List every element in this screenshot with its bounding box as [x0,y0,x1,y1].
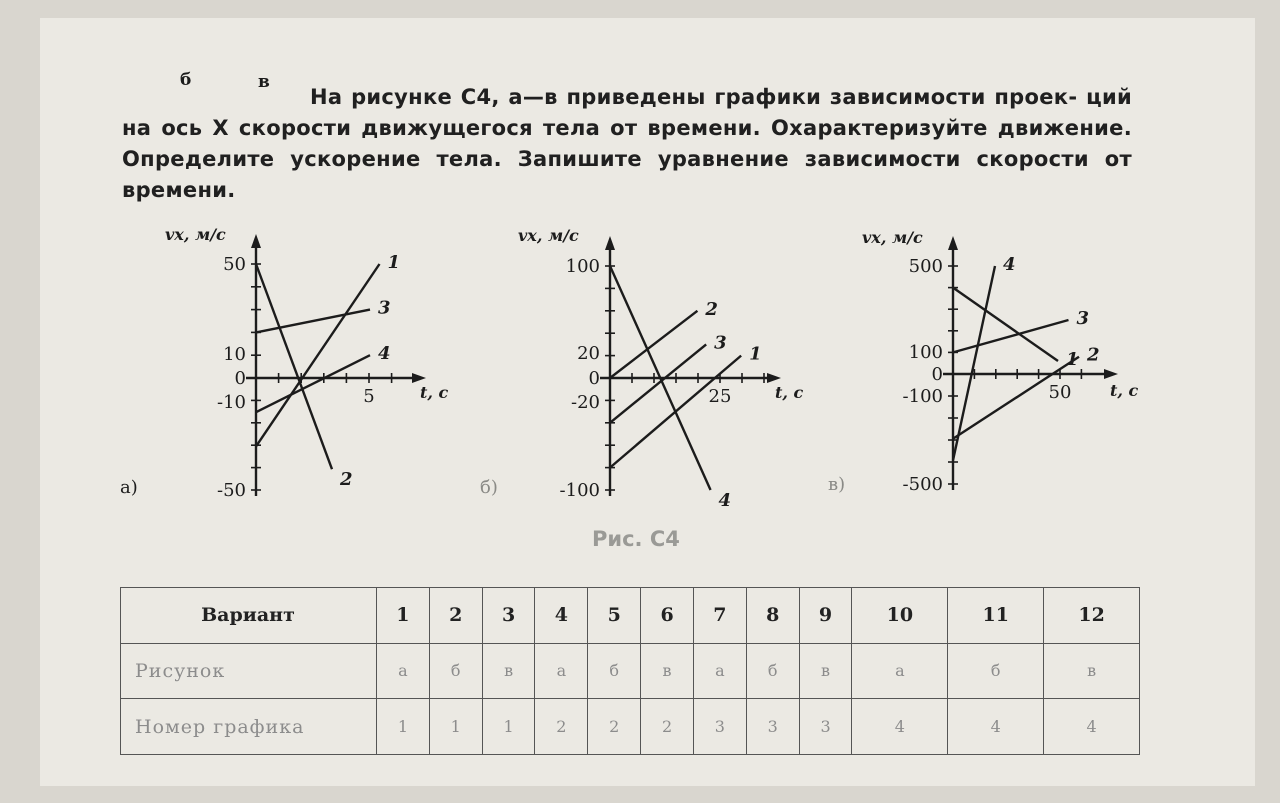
figure-caption: Рис. С4 [592,527,680,551]
y-tick-label: -500 [902,474,943,495]
y-tick-label: 0 [588,368,600,389]
variant-cell: 7 [693,588,746,644]
series-label-3: 3 [714,332,727,354]
y-tick-label: 0 [234,368,246,389]
x-axis-arrow [412,373,426,383]
graph-number-row [121,699,1140,755]
variant-cell: 4 [535,588,588,644]
y-tick-label: -100 [559,480,600,501]
graph-number-row-label: Номер графика [121,699,377,755]
panel-label: в) [828,474,846,495]
series-line-2 [610,311,697,378]
series-label-1: 1 [387,252,401,273]
y-tick-label: 0 [931,364,943,385]
variant-cell: 2 [429,588,482,644]
x-tick-label: 50 [1048,382,1072,403]
picture-row-label: Рисунок [121,643,377,699]
panel-label: а) [120,477,138,498]
x-axis-arrow [767,373,781,383]
y-tick-label: -50 [217,480,246,501]
picture-cell: в [641,643,694,699]
picture-cell: а [535,643,588,699]
variants-header-row [121,588,1140,644]
corner-mark-v: в [258,72,270,92]
panel-label: б) [480,477,498,498]
series-line-4 [953,266,995,460]
graph-number-cell: 2 [641,699,694,755]
picture-cell: а [693,643,746,699]
series-label-1: 1 [1066,349,1079,371]
picture-cell: в [799,643,852,699]
y-tick-label: -10 [217,392,246,413]
graph-number-cell: 1 [377,699,430,755]
variant-cell: 9 [799,588,852,644]
graph-number-cell: 3 [693,699,746,755]
y-axis-arrow [251,234,261,248]
series-line-1 [953,288,1058,361]
series-label-2: 2 [705,298,718,320]
variants-header-label: Вариант [121,588,377,644]
graph-number-cell: 3 [799,699,852,755]
y-axis-arrow [605,236,615,250]
y-tick-label: -20 [571,392,600,413]
y-axis-label: vx, м/с [518,226,579,245]
y-tick-label: 50 [223,254,246,275]
series-label-2: 2 [1087,344,1100,366]
x-axis-label: t, с [775,383,804,402]
series-label-4: 4 [718,490,732,511]
y-axis-arrow [948,236,958,250]
variant-cell: 10 [852,588,948,644]
y-tick-label: 20 [577,343,600,364]
graph-number-cell: 4 [948,699,1044,755]
series-line-2 [256,264,332,469]
series-line-1 [256,264,380,446]
graph-number-cell: 3 [746,699,799,755]
graph-number-cell: 2 [588,699,641,755]
series-label-4: 4 [378,343,391,365]
x-axis-label: t, с [1110,381,1139,400]
series-label-1: 1 [749,343,762,365]
variant-cell: 1 [377,588,430,644]
x-axis-arrow [1104,369,1118,379]
graph-number-cell: 4 [852,699,948,755]
variant-cell: 6 [641,588,694,644]
picture-cell: а [377,643,430,699]
picture-cell: б [429,643,482,699]
graph-number-cell: 1 [482,699,535,755]
y-axis-label: vx, м/с [165,225,226,244]
series-label-2: 2 [340,469,353,491]
graph-number-cell: 2 [535,699,588,755]
picture-cell: в [1044,643,1140,699]
variant-cell: 5 [588,588,641,644]
variant-cell: 11 [948,588,1044,644]
variants-table [120,587,1140,755]
problem-rest: ций на ось X скорости движущегося тела от времени. Охарактеризуйте движение. Определите ускорение тела. Запишите уравнение зависимости скорости от времени. [122,85,1132,202]
picture-cell: в [482,643,535,699]
series-label-3: 3 [1076,308,1090,329]
picture-cell: а [852,643,948,699]
y-tick-label: -100 [902,386,943,407]
picture-row [121,643,1140,699]
series-line-3 [953,320,1069,352]
variant-cell: 12 [1044,588,1140,644]
problem-lead: На рисунке С4, а—в приведены графики зависимости проек- [310,85,1078,109]
series-line-3 [610,344,706,422]
graph-number-cell: 4 [1044,699,1140,755]
corner-mark-b: б [180,70,192,90]
picture-cell: б [746,643,799,699]
series-label-4: 4 [1003,254,1016,275]
y-tick-label: 100 [908,342,943,363]
y-axis-label: vx, м/с [862,228,923,247]
y-tick-label: 100 [565,256,600,277]
variant-cell: 3 [482,588,535,644]
variant-cell: 8 [746,588,799,644]
y-tick-label: 10 [223,344,246,365]
series-label-3: 3 [378,297,391,319]
picture-cell: б [588,643,641,699]
x-tick-label: 5 [363,386,375,407]
picture-cell: б [948,643,1044,699]
x-axis-label: t, с [420,383,449,402]
y-tick-label: 500 [908,256,943,277]
graph-number-cell: 1 [429,699,482,755]
x-tick-label: 25 [708,386,732,407]
